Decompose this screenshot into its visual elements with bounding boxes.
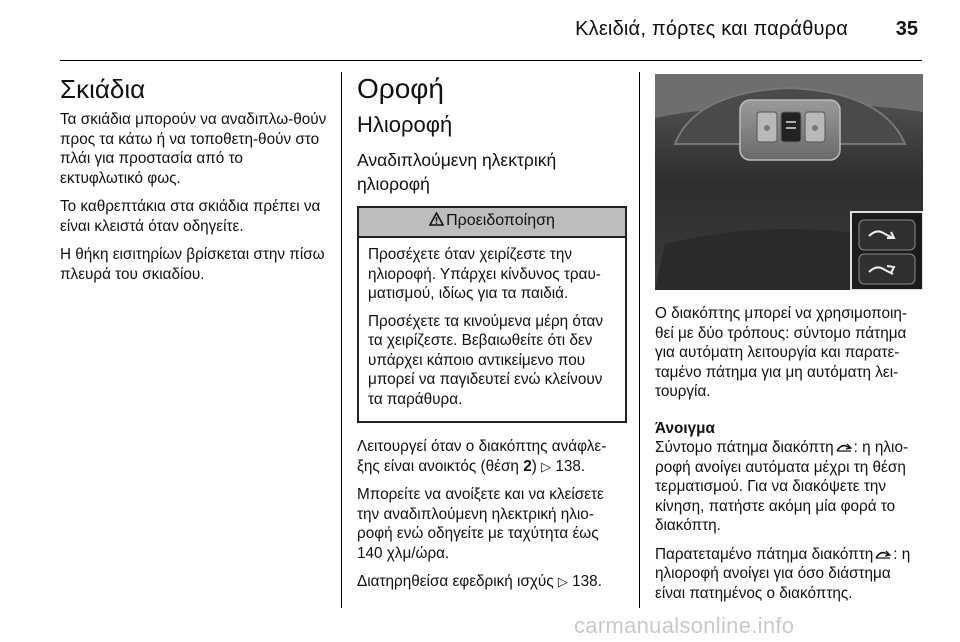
page-reference-link[interactable]: 138. [555, 457, 586, 475]
ignition-position: 2 [523, 457, 532, 475]
watermark: carmanualsonline.info [574, 613, 795, 638]
column-sun-visors [60, 74, 330, 293]
paragraph-ignition [357, 437, 627, 476]
paragraph: Η θήκη εισιτηρίων βρίσκεται στην πίσω πλευρά του σκιαδίου. [60, 246, 325, 283]
text: Διατηρηθείσα εφεδρική ισχύς [357, 573, 554, 590]
column-roof [357, 74, 627, 601]
warning-title: Προειδοποίηση [446, 212, 555, 229]
warning-paragraph: Προσέχετε τα κινούμενα μέρη όταν τα χειρίζεστε. Βεβαιωθείτε ότι δεν υπάρχει κάποιο αντικείμενο που μπορεί να παγιδευτεί ενώ κλείνουν τα παράθυρα. [368, 312, 604, 408]
warning-triangle-icon [429, 208, 444, 234]
column-divider-1 [341, 72, 342, 608]
warning-body [359, 238, 625, 421]
sunroof-open-icon [875, 546, 891, 557]
subheading-sunroof: Ηλιοροφή [357, 112, 453, 137]
section-heading-roof: Οροφή [357, 73, 445, 104]
sunroof-open-icon [836, 439, 852, 450]
warning-header [359, 208, 625, 238]
text: : η ηλιο-ροφή ανοίγει αυτόματα μέχρι τη θέση τερματισμού. Για να διακόψετε την κίνηση, πατήστε ακόμη μία φορά το διακόπτη. [655, 439, 909, 534]
page-header [0, 0, 960, 62]
sunroof-switch-photo [655, 74, 923, 290]
column-sunroof-operation [655, 74, 923, 612]
paragraph: Το καθρεπτάκια στα σκιάδια πρέπει να είναι κλειστά όταν οδηγείτε. [60, 198, 321, 235]
paragraph-retained-power [357, 572, 627, 592]
page-reference-link[interactable]: 138. [572, 573, 602, 590]
subsubheading-electric-sunroof: Αναδιπλούμενη ηλεκτρική ηλιοροφή [357, 150, 557, 194]
paragraph-short-press [655, 438, 923, 536]
section-heading-sun-visors: Σκιάδια [60, 74, 146, 104]
header-rule [60, 60, 922, 61]
text: ) [531, 457, 537, 475]
warning-box [357, 206, 627, 423]
text: Παρατεταμένο πάτημα διακόπτη [655, 545, 874, 563]
column-divider-2 [639, 72, 640, 608]
text: : η ηλιοροφή ανοίγει για όσο διάστημα είναι πατημένος ο διακόπτης. [655, 545, 911, 602]
paragraph-long-press [655, 545, 923, 604]
text: Λειτουργεί όταν ο διακόπτης ανάφλε-ξης είναι ανοικτός (θέση [357, 438, 607, 475]
reference-arrow-icon: ▷ [541, 458, 552, 474]
page-number: 35 [895, 18, 918, 40]
paragraph-speed: Μπορείτε να ανοίξετε και να κλείσετε την αναδιπλούμενη ηλεκτρική ηλιο-ροφή ενώ οδηγείτε με ταχύτητα έως 140 χλμ/ώρα. [357, 486, 604, 562]
subheading-opening: Άνοιγμα [655, 419, 715, 437]
text: Σύντομο πάτημα διακόπτη [655, 439, 834, 456]
reference-arrow-icon: ▷ [557, 574, 568, 589]
header-title: Κλειδιά, πόρτες και παράθυρα [575, 18, 848, 40]
warning-paragraph: Προσέχετε όταν χειρίζεστε την ηλιοροφή. Υπάρχει κίνδυνος τραυ-ματισμού, ιδίως για τα παιδιά. [368, 246, 601, 302]
paragraph-switch-modes: Ο διακόπτης μπορεί να χρησιμοποιη-θεί με δύο τρόπους: σύντομο πάτημα για αυτόματη λειτουργία και παρατε-ταμένο πάτημα για μη αυτόματη λει-τουργία. [655, 305, 907, 400]
paragraph: Τα σκιάδια μπορούν να αναδιπλω-θούν προς τα κάτω ή να τοποθετη-θούν στο πλάι για προστασία από το εκτυφλωτικό φως. [60, 111, 327, 187]
